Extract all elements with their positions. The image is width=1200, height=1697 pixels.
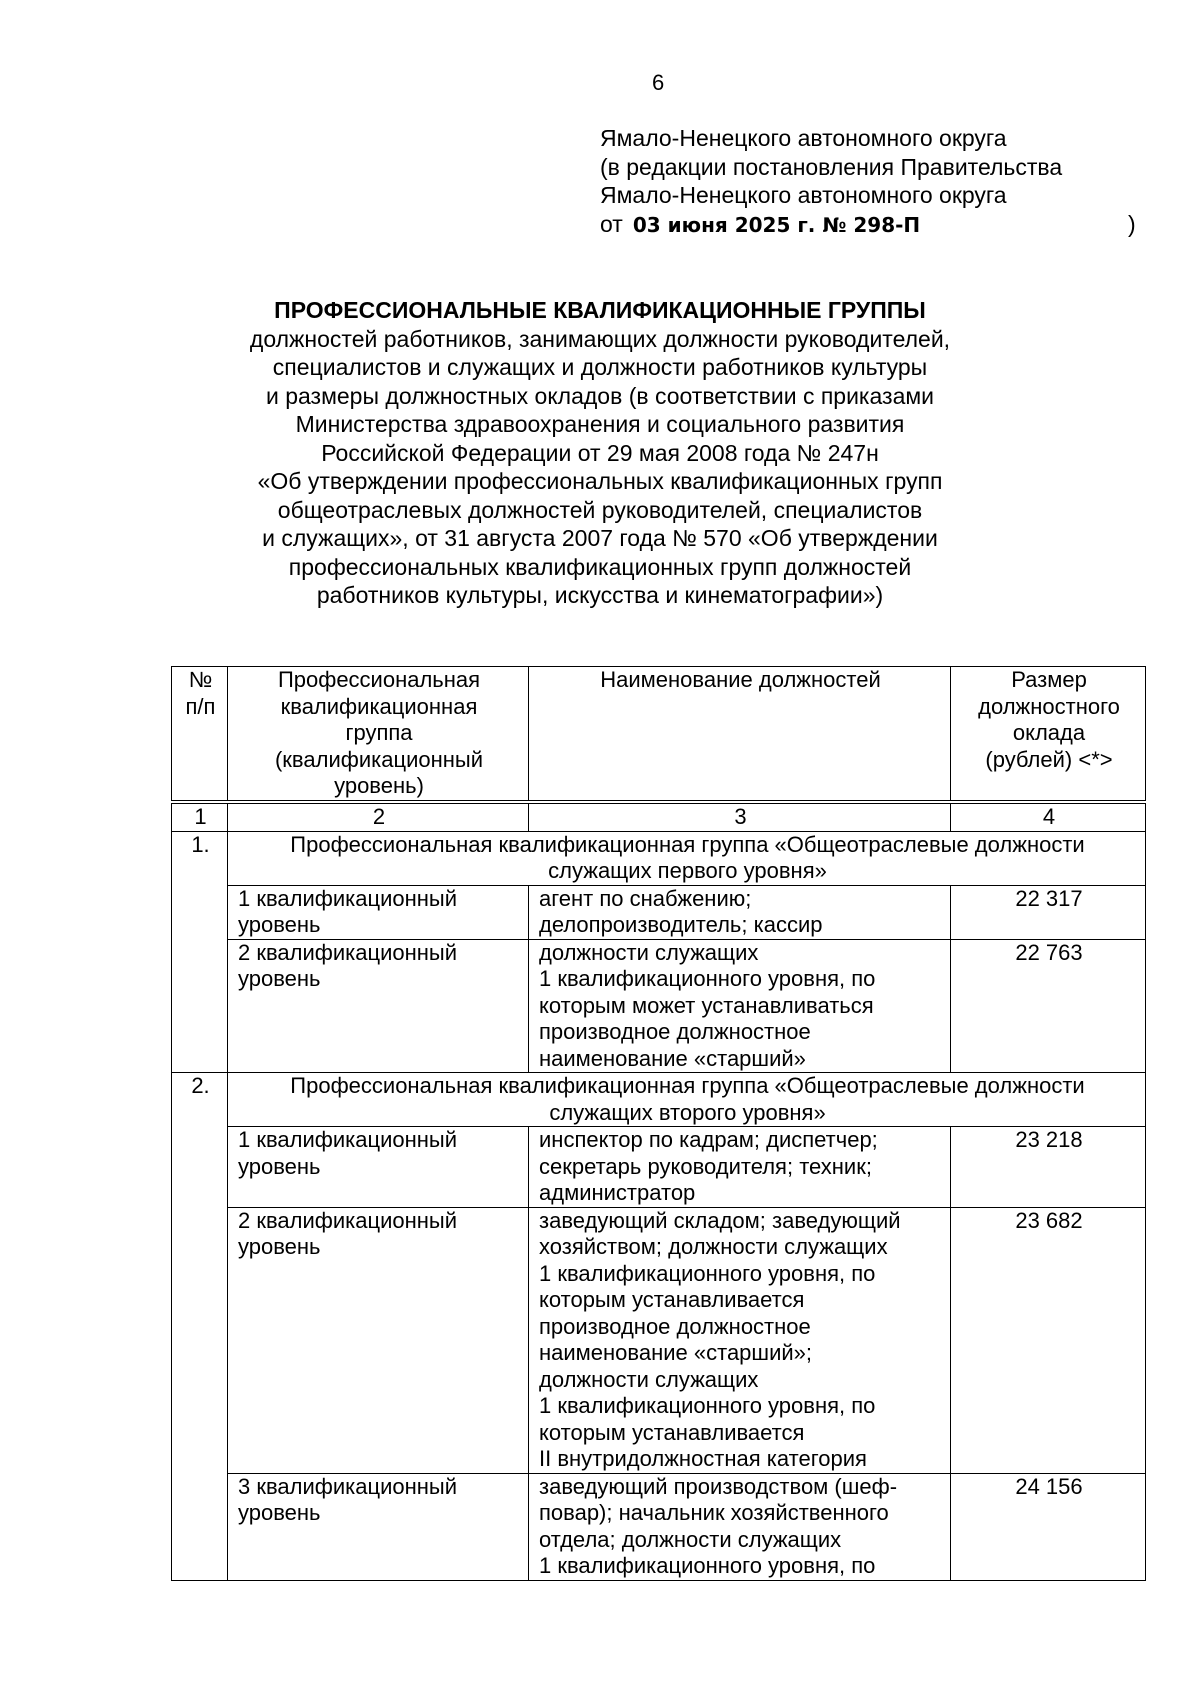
table-row (172, 939, 1146, 1073)
title-line: и служащих», от 31 августа 2007 года № 570 «Об утверждении (262, 525, 938, 551)
column-number: 3 (529, 802, 951, 831)
column-number: 2 (228, 802, 529, 831)
level-cell: 2 квалификационный уровень (228, 1207, 529, 1473)
section-title: Профессиональная квалификационная группа «Общеотраслевые должности служащих первого уровня» (228, 831, 1146, 885)
title-line: Российской Федерации от 29 мая 2008 года № 247н (321, 439, 879, 466)
salary-cell: 22 317 (951, 885, 1146, 939)
header-line: (в редакции постановления Правительства (600, 153, 1063, 180)
header-line: Ямало-Ненецкого автономного округа (600, 182, 1007, 208)
positions-cell: агент по снабжению; делопроизводитель; кассир (529, 885, 951, 939)
date-value: 03 июня 2025 г. № 298-П (632, 212, 921, 237)
positions-cell: заведующий складом; заведующий хозяйством; должности служащих 1 квалификационного уровня, по которым устанавливается производное должностное наименование «старший»; должности служащих 1 квалификационного уровня, по которым устанавливается II внутридолжностная категория (529, 1207, 951, 1473)
header-num: № п/п (172, 667, 228, 803)
header-salary: Размер должностного оклада (рублей) <*> (951, 667, 1146, 803)
main-title: ПРОФЕССИОНАЛЬНЫЕ КВАЛИФИКАЦИОННЫЕ ГРУППЫ (274, 297, 926, 323)
salary-cell: 24 156 (951, 1473, 1146, 1580)
title-line: «Об утверждении профессиональных квалификационных групп (257, 468, 943, 494)
section-title-row (172, 1073, 1146, 1127)
positions-cell: заведующий производством (шеф- повар); начальник хозяйственного отдела; должности служащих 1 квалификационного уровня, по (529, 1473, 951, 1580)
positions-cell: инспектор по кадрам; диспетчер; секретарь руководителя; техник; администратор (529, 1127, 951, 1208)
level-cell: 2 квалификационный уровень (228, 939, 529, 1073)
title-line: должностей работников, занимающих должности руководителей, (249, 325, 951, 352)
salary-cell: 23 682 (951, 1207, 1146, 1473)
section-number: 2. (172, 1073, 228, 1581)
header-date-line (600, 210, 1140, 240)
table-row (172, 1207, 1146, 1473)
table-row (172, 1473, 1146, 1580)
title-line: Министерства здравоохранения и социального развития (295, 411, 905, 437)
column-number-row (172, 802, 1146, 831)
title-line: и размеры должностных окладов (в соответствии с приказами (265, 382, 935, 409)
table-row (172, 885, 1146, 939)
section-number: 1. (172, 831, 228, 1073)
date-prefix: от (600, 210, 623, 237)
title-line: специалистов и служащих и должности работников культуры (272, 354, 928, 380)
section-title: Профессиональная квалификационная группа «Общеотраслевые должности служащих второго уровня» (228, 1073, 1146, 1127)
level-cell: 1 квалификационный уровень (228, 1127, 529, 1208)
title-line: общеотраслевых должностей руководителей, специалистов (277, 496, 923, 523)
header-line: Ямало-Ненецкого автономного округа (600, 125, 1007, 151)
column-number: 4 (951, 802, 1146, 831)
header-group: Профессиональная квалификационная группа (квалификационный уровень) (228, 667, 529, 803)
section-title-row (172, 831, 1146, 885)
salary-cell: 22 763 (951, 939, 1146, 1073)
column-number: 1 (172, 802, 228, 831)
title-line: профессиональных квалификационных групп должностей (288, 553, 912, 580)
header-positions: Наименование должностей (529, 667, 951, 803)
level-cell: 3 квалификационный уровень (228, 1473, 529, 1580)
table-row (172, 1127, 1146, 1208)
positions-cell: должности служащих 1 квалификационного уровня, по которым может устанавливаться производное должностное наименование «старший» (529, 939, 951, 1073)
table-header-row (172, 667, 1146, 803)
approval-header (600, 124, 1140, 239)
document-title (0, 296, 1200, 610)
qualification-table (171, 666, 1146, 1581)
page-number: 6 (652, 70, 665, 95)
date-suffix: ) (1128, 210, 1136, 237)
title-line: работников культуры, искусства и кинематографии») (316, 582, 884, 608)
salary-cell: 23 218 (951, 1127, 1146, 1208)
level-cell: 1 квалификационный уровень (228, 885, 529, 939)
